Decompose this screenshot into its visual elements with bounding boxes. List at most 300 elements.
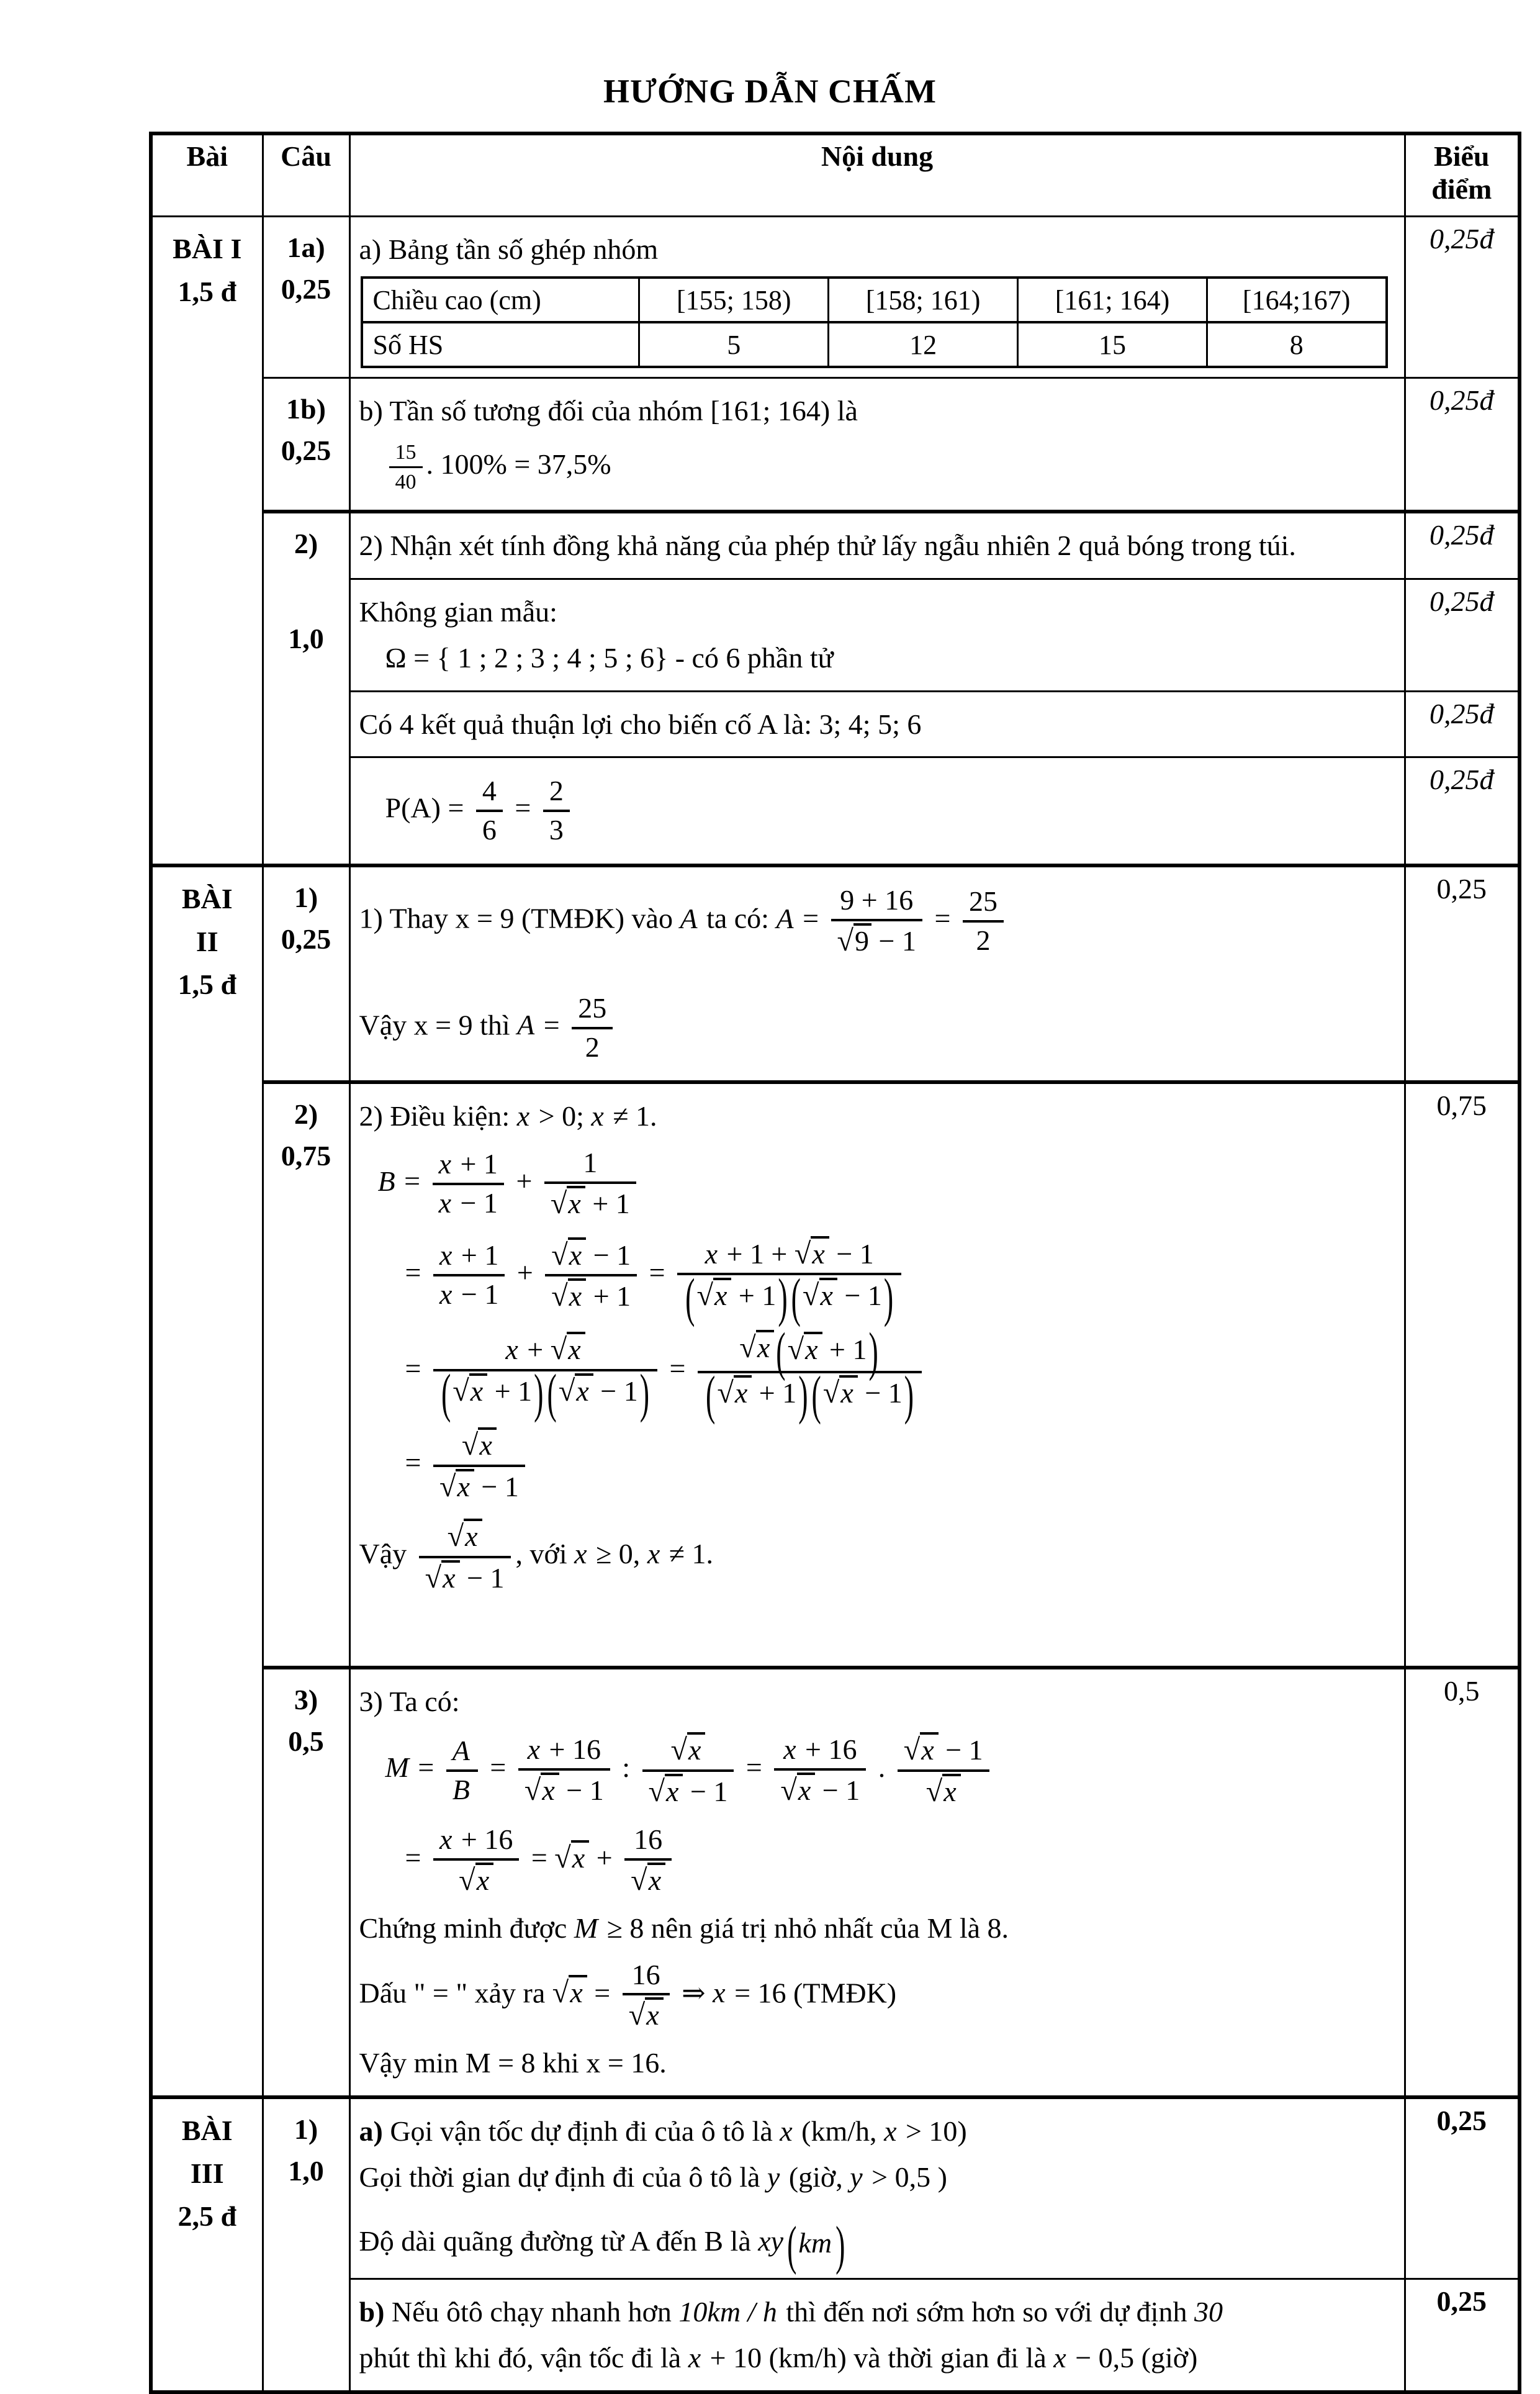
- stat-cell: 8: [1207, 322, 1386, 367]
- math-line: [359, 2293, 1395, 2331]
- math-text: x: [647, 1538, 660, 1570]
- fraction: [544, 1146, 636, 1221]
- math-text: − 1: [586, 1239, 631, 1271]
- math-text: 16: [631, 1958, 660, 1990]
- fraction-denominator: [543, 810, 570, 847]
- square-root: [425, 1560, 460, 1596]
- paren-group: [810, 1365, 916, 1425]
- math-text: . 100% = 37,5%: [426, 448, 611, 481]
- math-text: + 16: [454, 1823, 513, 1856]
- math-text: Gọi thời gian dự định đi của ô tô là: [359, 2161, 767, 2193]
- math-text: +: [520, 1334, 551, 1365]
- math-text: 40: [395, 471, 417, 494]
- radicand: [687, 1732, 705, 1766]
- radical-sign: √: [696, 1278, 713, 1312]
- fraction: [963, 885, 1004, 958]
- col-header-bieudiem: [1405, 133, 1520, 216]
- square-root: [559, 1373, 593, 1409]
- radicand: [804, 1332, 822, 1366]
- fraction-denominator: [544, 1181, 636, 1222]
- fraction-numerator: [433, 1427, 525, 1465]
- math-text: (giờ,: [781, 2161, 850, 2193]
- text-line: 1): [294, 2113, 318, 2145]
- text-line: 2,5 đ: [178, 2200, 237, 2232]
- math-text: ≥ 8 nên giá trị nhỏ nhất của M là 8.: [600, 1912, 1009, 1944]
- square-root: [696, 1278, 731, 1313]
- math-text: − 1: [454, 1278, 499, 1311]
- math-text: 2) Nhận xét tính đồng khả năng của phép thử lấy ngẫu nhiên 2 quả bóng trong túi.: [359, 530, 1296, 562]
- math-text: x: [516, 1100, 530, 1132]
- radical-sign: √: [628, 1999, 646, 2032]
- text-line: 1a): [287, 231, 325, 263]
- square-root: [551, 1332, 585, 1367]
- square-root: [554, 1839, 589, 1878]
- fraction-numerator: [572, 991, 613, 1027]
- radical-sign: √: [925, 1774, 943, 1808]
- fraction: [572, 991, 613, 1065]
- math-text: M: [385, 1751, 409, 1784]
- math-text: +: [510, 1256, 541, 1288]
- math-text: − 1: [474, 1470, 519, 1502]
- table-row: [151, 2097, 1520, 2279]
- stat-cell: Chiều cao (cm): [362, 278, 639, 322]
- radicand: [464, 1519, 482, 1553]
- bai1-label: [151, 216, 263, 865]
- math-text: y: [767, 2161, 780, 2193]
- bai3-cau1: [263, 2097, 349, 2392]
- fraction: [677, 1235, 901, 1327]
- fraction: [543, 774, 570, 847]
- radicand: [456, 1469, 474, 1503]
- bai1-row2a-score: 0,25đ: [1405, 512, 1520, 579]
- square-root: [552, 1974, 587, 2013]
- bai1-row1b-content: [349, 378, 1405, 512]
- fraction-denominator: [433, 1363, 657, 1424]
- radical-sign: √: [670, 1733, 687, 1767]
- math-text: B: [377, 1165, 395, 1197]
- fraction-numerator: [623, 1958, 670, 1994]
- paren-group: [439, 1363, 546, 1424]
- square-root: [795, 1236, 829, 1272]
- fraction-denominator: [433, 1274, 505, 1312]
- text-line: 0,25: [281, 273, 331, 305]
- square-root: [629, 1997, 664, 2033]
- square-root: [462, 1427, 497, 1463]
- table-row: [151, 757, 1520, 865]
- math-text: ≥ 0,: [588, 1538, 647, 1570]
- stat-cell: 5: [639, 322, 829, 367]
- bai3-rowb-content: [349, 2279, 1405, 2392]
- left-paren: (: [811, 1365, 821, 1425]
- math-text: =: [662, 1352, 693, 1384]
- math-text: + 10 (km/h) và thời gian đi là: [703, 2341, 1054, 2374]
- left-paren: (: [547, 1363, 557, 1424]
- math-text: x: [884, 2115, 897, 2147]
- math-text: 2: [549, 775, 564, 807]
- math-line: [359, 706, 1395, 743]
- fraction-numerator: [624, 1823, 672, 1858]
- fraction: [698, 1321, 922, 1425]
- bai3-rowb-score: 0,25: [1405, 2279, 1520, 2392]
- math-text: = 16 (TMĐK): [727, 1976, 897, 2008]
- fraction-denominator: [419, 1556, 511, 1596]
- math-text: b) Tần số tương đối của nhóm [161; 164) là: [359, 395, 858, 427]
- math-text: Độ dài quãng đường từ A đến B là: [359, 2225, 759, 2257]
- math-text: + 1: [752, 1377, 797, 1409]
- radicand: [942, 1774, 960, 1808]
- fraction-numerator: [433, 1331, 657, 1369]
- text-line: BÀI I: [173, 232, 242, 264]
- fraction: [898, 1732, 989, 1809]
- radicand: [920, 1732, 938, 1766]
- math-text: x: [591, 1100, 604, 1132]
- math-text: 3) Ta có:: [359, 1686, 460, 1718]
- math-text: x: [666, 1775, 679, 1807]
- square-root: [453, 1373, 487, 1409]
- math-text: thì đến nơi sớm hơn so với dự định: [778, 2295, 1194, 2328]
- math-text: − 1: [453, 1186, 498, 1219]
- fraction-denominator: [831, 919, 922, 959]
- text-line: 2): [294, 528, 318, 560]
- left-paren: (: [441, 1363, 451, 1424]
- radicand: [571, 1840, 589, 1874]
- math-line: [359, 989, 1395, 1067]
- math-text: +: [589, 1841, 620, 1874]
- math-text: x: [465, 1520, 478, 1553]
- radical-sign: √: [459, 1864, 475, 1897]
- fraction-numerator: [419, 1518, 511, 1556]
- math-text: Ω = { 1 ; 2 ; 3 ; 4 ; 5 ; 6} - có 6 phần tử: [385, 641, 834, 674]
- fraction-numerator: [433, 1147, 504, 1183]
- table-row: [151, 1082, 1520, 1668]
- bai1-row2b-content: [349, 579, 1405, 692]
- math-line: [359, 1956, 1395, 2036]
- math-text: Vậy: [359, 1538, 414, 1570]
- math-line: [359, 2215, 1395, 2275]
- math-text: x: [527, 1733, 541, 1766]
- text-line: 0,25: [281, 435, 331, 467]
- math-text: 16: [634, 1823, 663, 1856]
- fraction: [518, 1733, 610, 1808]
- radical-sign: √: [461, 1429, 479, 1462]
- radical-sign: √: [558, 1375, 575, 1408]
- fraction-denominator: [476, 810, 503, 847]
- fraction: [545, 1237, 637, 1314]
- math-text: A: [680, 902, 698, 934]
- fraction-denominator: [774, 1768, 866, 1809]
- bai1-row2c-score: 0,25đ: [1405, 691, 1520, 757]
- bai1-row1a-content: [349, 216, 1405, 378]
- radical-sign: √: [837, 924, 854, 958]
- fraction: [433, 1147, 504, 1221]
- fraction-denominator: [642, 1769, 734, 1810]
- col-header-cau: Câu: [263, 133, 349, 216]
- table-row: [151, 1668, 1520, 2097]
- math-text: :: [615, 1751, 637, 1784]
- math-line: [405, 1820, 1395, 1900]
- bai1-cau1a: [263, 216, 349, 378]
- math-text: − 1: [938, 1734, 983, 1766]
- radical-sign: √: [524, 1773, 541, 1807]
- paren-group: [785, 2215, 847, 2275]
- radicand: [797, 1773, 815, 1807]
- math-text: > 0;: [531, 1100, 592, 1132]
- math-text: x: [505, 1334, 518, 1365]
- left-paren: (: [685, 1267, 695, 1327]
- math-text: phút thì khi đó, vận tốc đi là: [359, 2341, 688, 2374]
- fraction: [642, 1732, 734, 1809]
- math-text: x: [1053, 2341, 1066, 2374]
- stat-cell: Số HS: [362, 322, 639, 367]
- radicand: [645, 1997, 663, 2031]
- radicand: [819, 1278, 837, 1312]
- math-text: x: [439, 1278, 453, 1311]
- text-line: BÀI: [181, 883, 233, 915]
- radical-sign: √: [550, 1333, 567, 1366]
- math-line: [385, 639, 1395, 677]
- math-line: [405, 1321, 1395, 1425]
- math-text: x: [714, 1279, 727, 1311]
- fraction-denominator: [433, 1465, 525, 1505]
- math-text: x: [568, 1188, 581, 1220]
- table-row: [151, 865, 1520, 1082]
- text-line: Biểu: [1434, 140, 1490, 172]
- math-text: x: [734, 1377, 748, 1409]
- math-text: =: [927, 902, 958, 934]
- math-text: x: [713, 1976, 726, 2008]
- radicand: [568, 1237, 586, 1272]
- bai2-row3-content: [349, 1668, 1405, 2097]
- fraction-numerator: [518, 1733, 610, 1768]
- square-root: [551, 1237, 586, 1273]
- math-text: Có 4 kết quả thuận lợi cho biến cố A là: 3; 4; 5; 6: [359, 708, 922, 740]
- text-line: BÀI: [181, 2114, 233, 2146]
- text-line: 0,5: [288, 1725, 324, 1758]
- fraction-numerator: [446, 1734, 478, 1769]
- math-text: − 0,5 (giờ): [1068, 2341, 1198, 2374]
- math-text: x: [780, 2115, 793, 2147]
- stat-header-row: [362, 278, 1387, 322]
- radical-sign: √: [717, 1376, 734, 1410]
- math-text: x: [570, 1976, 583, 2008]
- square-root: [448, 1519, 482, 1554]
- fraction: [433, 1427, 525, 1504]
- right-paren: ): [883, 1267, 894, 1327]
- text-line: 0,75: [281, 1140, 331, 1172]
- math-line: [359, 392, 1395, 430]
- table-row: [151, 216, 1520, 378]
- right-paren: ): [904, 1365, 914, 1425]
- right-paren: ): [534, 1363, 544, 1424]
- math-text: + 1: [586, 1280, 631, 1312]
- fraction: [624, 1823, 672, 1898]
- square-root: [631, 1863, 665, 1898]
- square-root: [551, 1278, 586, 1314]
- math-text: Gọi vận tốc dự định đi của ô tô là: [382, 2115, 780, 2147]
- radicand: [569, 1975, 587, 2009]
- math-text: =: [524, 1841, 555, 1874]
- fraction-numerator: [389, 440, 423, 466]
- math-text: 15: [395, 441, 417, 464]
- math-line: [359, 881, 1395, 961]
- fraction-numerator: [642, 1732, 734, 1769]
- math-line: [359, 1515, 1395, 1598]
- bai1-cau2: [263, 512, 349, 865]
- radicand: [478, 1427, 496, 1461]
- math-text: x: [443, 1561, 456, 1594]
- fraction-denominator: [545, 1274, 637, 1314]
- math-text: x: [574, 1538, 587, 1570]
- radical-sign: √: [453, 1375, 469, 1408]
- table-row: [151, 2279, 1520, 2392]
- math-text: + 1: [454, 1239, 499, 1272]
- text-line: 2): [294, 1098, 318, 1131]
- math-text: x: [470, 1375, 484, 1407]
- math-line: [385, 438, 1395, 496]
- text-line: 1,5 đ: [178, 275, 237, 307]
- left-paren: (: [791, 1267, 801, 1327]
- math-text: y: [850, 2161, 863, 2193]
- fraction-denominator: [518, 1768, 610, 1809]
- radical-sign: √: [551, 1238, 568, 1272]
- math-line: [359, 2113, 1395, 2150]
- left-paren: (: [787, 2215, 797, 2275]
- radical-sign: √: [631, 1864, 647, 1897]
- text-line: 3): [294, 1684, 318, 1716]
- radical-sign: √: [794, 1237, 811, 1270]
- fraction: [389, 440, 423, 495]
- math-text: x: [812, 1237, 825, 1270]
- radicand: [853, 923, 871, 957]
- math-text: b): [359, 2295, 385, 2328]
- math-text: x: [439, 1823, 453, 1856]
- radical-sign: √: [648, 1774, 665, 1808]
- square-root: [837, 923, 872, 959]
- math-line: [385, 772, 1395, 850]
- fraction-denominator: [572, 1027, 613, 1065]
- paren-group: [774, 1321, 880, 1382]
- math-text: x: [688, 2341, 701, 2374]
- math-text: A: [776, 902, 794, 934]
- fraction-numerator: [544, 1146, 636, 1181]
- radical-sign: √: [554, 1841, 571, 1874]
- math-line: [359, 527, 1395, 564]
- math-text: =: [405, 1352, 428, 1384]
- math-text: x: [757, 1331, 770, 1363]
- fraction-denominator: [624, 1858, 672, 1899]
- math-text: > 10): [898, 2115, 967, 2147]
- fraction-numerator: [476, 774, 503, 810]
- math-text: =: [405, 1256, 428, 1288]
- bai1-row2d-score: 0,25đ: [1405, 757, 1520, 865]
- math-text: x: [783, 1733, 796, 1766]
- math-text: B: [452, 1773, 470, 1805]
- math-text: x: [576, 1375, 589, 1407]
- math-line: [359, 2159, 1395, 2196]
- math-text: a): [359, 2115, 383, 2147]
- math-text: A: [517, 1009, 535, 1041]
- math-line: [405, 1233, 1395, 1327]
- math-text: ⇒: [674, 1976, 713, 2008]
- radicand: [568, 1278, 586, 1312]
- radicand: [839, 1375, 857, 1409]
- table-row: [151, 378, 1520, 512]
- right-paren: ): [835, 2215, 845, 2275]
- fraction: [623, 1958, 670, 2033]
- math-text: > 0,5 ): [864, 2161, 947, 2193]
- math-text: − 1: [857, 1377, 903, 1409]
- fraction-numerator: [433, 1823, 519, 1858]
- col-header-noidung: Nội dung: [349, 133, 1405, 216]
- math-text: x: [840, 1377, 853, 1409]
- fraction: [774, 1733, 866, 1808]
- radicand: [665, 1774, 683, 1808]
- fraction-denominator: [623, 1993, 670, 2033]
- math-text: 9 + 16: [840, 884, 914, 916]
- fraction-numerator: [831, 883, 922, 919]
- square-root: [926, 1774, 961, 1809]
- table-row: [151, 512, 1520, 579]
- bai2-cau3: [263, 1668, 349, 2097]
- square-root: [780, 1773, 815, 1808]
- radicand: [541, 1773, 559, 1807]
- radicand: [567, 1332, 585, 1366]
- bai2-row2-content: [349, 1082, 1405, 1668]
- fraction-numerator: [543, 774, 570, 810]
- grading-table: [149, 132, 1521, 2394]
- math-text: 2) Điều kiện:: [359, 1100, 517, 1132]
- math-text: x: [805, 1334, 818, 1366]
- fraction-numerator: [433, 1239, 505, 1274]
- square-root: [739, 1330, 774, 1365]
- fraction: [476, 774, 503, 847]
- math-text: x: [572, 1841, 585, 1874]
- fraction-denominator: [446, 1769, 478, 1807]
- fraction-denominator: [433, 1183, 504, 1221]
- math-text: − 1: [593, 1375, 638, 1407]
- math-line: [359, 231, 1395, 268]
- bai2-cau2: [263, 1082, 349, 1668]
- row1a-intro: [359, 231, 1395, 268]
- math-text: 2: [976, 924, 991, 956]
- math-text: − 1: [683, 1775, 728, 1807]
- radical-sign: √: [551, 1280, 568, 1313]
- math-text: 30: [1194, 2295, 1223, 2328]
- table-row: [151, 579, 1520, 692]
- math-text: A: [452, 1734, 470, 1766]
- fraction-denominator: [698, 1365, 922, 1425]
- right-paren: ): [778, 1267, 788, 1327]
- math-line: [359, 2044, 1395, 2082]
- math-text: ≠ 1.: [605, 1100, 657, 1132]
- square-root: [439, 1469, 474, 1504]
- math-line: [378, 1144, 1395, 1224]
- left-paren: (: [706, 1365, 716, 1425]
- math-text: km: [798, 2226, 832, 2259]
- radical-sign: √: [439, 1470, 456, 1503]
- math-text: 4: [482, 775, 497, 807]
- math-line: [359, 594, 1395, 631]
- math-text: + 16: [542, 1733, 601, 1766]
- fraction-numerator: [677, 1235, 901, 1273]
- radical-sign: √: [447, 1520, 464, 1553]
- math-text: x: [648, 1864, 662, 1897]
- bai2-label: [151, 865, 263, 2097]
- square-root: [823, 1375, 858, 1411]
- radicand: [567, 1186, 585, 1220]
- math-text: Dấu " = " xảy ra: [359, 1976, 552, 2008]
- radical-sign: √: [550, 1187, 567, 1221]
